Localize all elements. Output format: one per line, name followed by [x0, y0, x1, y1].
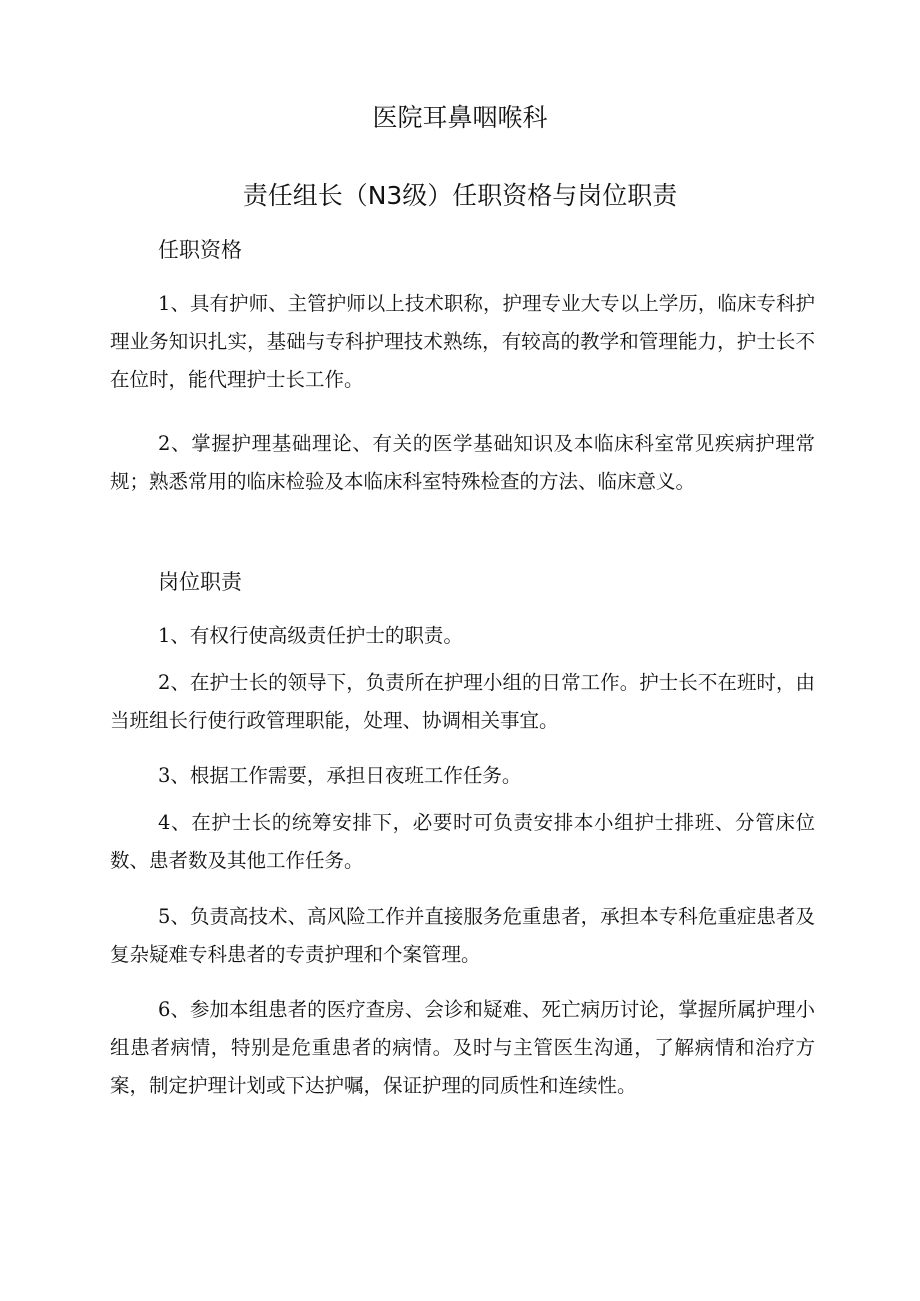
section-heading-qualifications: 任职资格: [158, 238, 242, 262]
document-title-department: 医院耳鼻咽喉科: [372, 103, 548, 132]
responsibility-item-4: 4、在护士长的统筹安排下，必要时可负责安排本小组护士排班、分管床位数、患者数及其他工作任务。: [110, 811, 815, 872]
section-heading-responsibilities: 岗位职责: [158, 570, 242, 594]
responsibility-item-2: 2、在护士长的领导下，负责所在护理小组的日常工作。护士长不在班时，由当班组长行使行政管理职能，处理、协调相关事宜。: [110, 671, 815, 732]
responsibility-item-3: 3、根据工作需要，承担日夜班工作任务。: [158, 764, 522, 787]
responsibility-item-6: 6、参加本组患者的医疗查房、会诊和疑难、死亡病历讨论，掌握所属护理小组患者病情，特别是危重患者的病情。及时与主管医生沟通，了解病情和治疗方案，制定护理计划或下达护嘱，保证护理的同质性和连续性。: [110, 998, 815, 1097]
responsibility-item-5: 5、负责高技术、高风险工作并直接服务危重患者，承担本专科危重症患者及复杂疑难专科患者的专责护理和个案管理。: [110, 905, 815, 966]
qualification-item-2: 2、掌握护理基础理论、有关的医学基础知识及本临床科室常见疾病护理常规；熟悉常用的临床检验及本临床科室特殊检查的方法、临床意义。: [110, 432, 815, 493]
document-title-position: 责任组长（N3级）任职资格与岗位职责: [242, 181, 678, 210]
responsibility-item-1: 1、有权行使高级责任护士的职责。: [158, 624, 463, 647]
qualification-item-1: 1、具有护师、主管护师以上技术职称，护理专业大专以上学历，临床专科护理业务知识扎实，基础与专科护理技术熟练，有较高的教学和管理能力，护士长不在位时，能代理护士长工作。: [110, 292, 815, 391]
